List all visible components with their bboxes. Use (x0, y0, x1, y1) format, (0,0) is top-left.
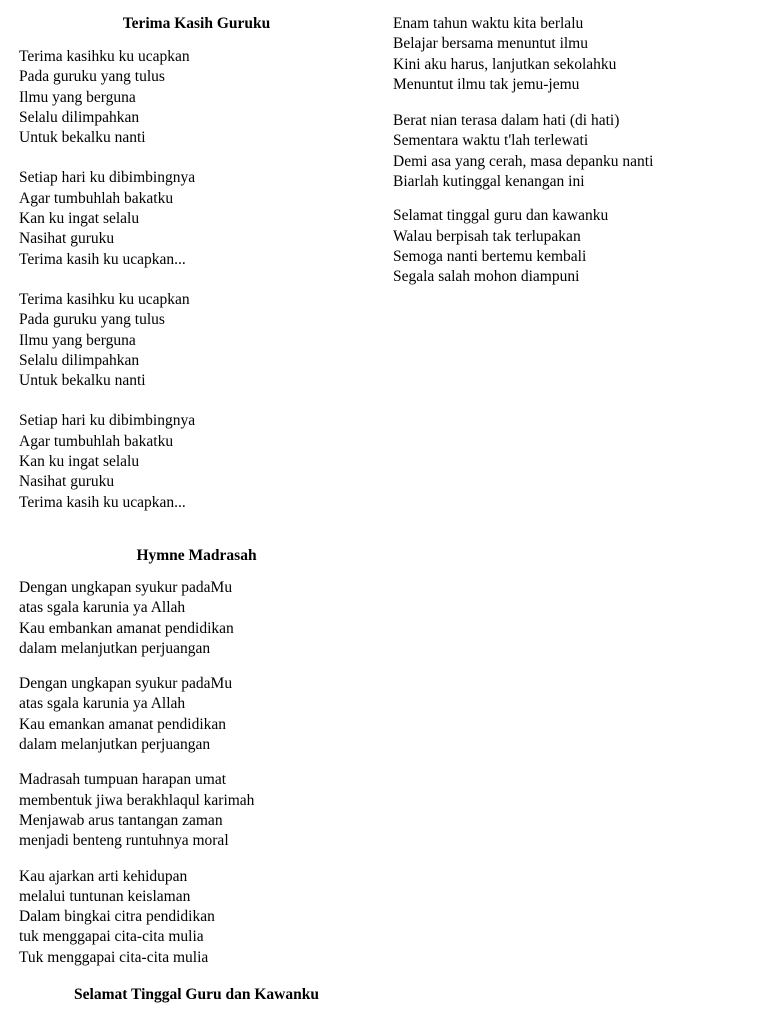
song-terima-kasih-guruku (19, 14, 374, 513)
lyric-line: Terima kasihku ku ucapkan (19, 48, 190, 65)
stanza (19, 674, 374, 755)
stanza (19, 290, 374, 391)
lyric-line: Kau embankan amanat pendidikan (19, 619, 234, 637)
lyric-line: Menuntut ilmu tak jemu-jemu (393, 75, 580, 93)
lyric-line: Berat nian terasa dalam hati (di hati) (393, 112, 620, 130)
lyric-line: Pada guruku yang tulus (19, 68, 165, 86)
lyric-line: Agar tumbuhlah bakatku (19, 432, 174, 450)
lyric-line: Pada guruku yang tulus (19, 311, 165, 329)
lyric-line: Terima kasih ku ucapkan... (19, 493, 186, 511)
stanza (19, 578, 374, 659)
lyric-line: Kan ku ingat selalu (19, 210, 140, 228)
lyric-line: Setiap hari ku dibimbingnya (19, 169, 196, 187)
stanza (19, 168, 374, 269)
song-title-selamat-tinggal: Selamat Tinggal Guru dan Kawanku (74, 986, 319, 1003)
song-title: Hymne Madrasah (136, 547, 257, 564)
lyric-line: menjadi benteng runtuhnya moral (19, 832, 229, 850)
lyric-line: Nasihat guruku (19, 230, 115, 248)
lyric-line: Kan ku ingat selalu (19, 453, 140, 471)
lyric-line: Kau ajarkan arti kehidupan (19, 867, 188, 885)
lyric-line: Ilmu yang berguna (19, 331, 136, 349)
lyric-line: Selalu dilimpahkan (19, 351, 140, 369)
lyric-line: dalam melanjutkan perjuangan (19, 736, 211, 754)
lyric-line: atas sgala karunia ya Allah (19, 695, 186, 713)
lyric-line: Untuk bekalku nanti (19, 372, 146, 390)
lyric-line: Dalam bingkai citra pendidikan (19, 908, 215, 926)
lyric-line: Selamat tinggal guru dan kawanku (393, 207, 609, 225)
lyric-line: Biarlah kutinggal kenangan ini (393, 173, 585, 191)
lyric-line: Terima kasihku ku ucapkan (19, 290, 190, 308)
lyric-line: Madrasah tumpuan harapan umat (19, 771, 227, 789)
lyric-line: Dengan ungkapan syukur padaMu (19, 579, 233, 596)
lyric-line: Nasihat guruku (19, 473, 115, 491)
lyric-line: tuk menggapai cita-cita mulia (19, 928, 204, 946)
lyric-line: Enam tahun waktu kita berlalu (393, 15, 584, 32)
lyric-line: Tuk menggapai cita-cita mulia (19, 948, 209, 966)
lyric-line: Segala salah mohon diampuni (393, 268, 580, 286)
stanza (19, 867, 374, 968)
lyric-line: Setiap hari ku dibimbingnya (19, 412, 196, 430)
lyric-line: Terima kasih ku ucapkan... (19, 250, 186, 268)
lyric-line: melalui tuntunan keislaman (19, 887, 191, 905)
stanza (393, 206, 753, 287)
lyric-line: Menjawab arus tantangan zaman (19, 811, 223, 829)
lyric-line: membentuk jiwa berakhlaqul karimah (19, 791, 255, 809)
lyric-line: Kau emankan amanat pendidikan (19, 715, 227, 733)
lyric-line: Dengan ungkapan syukur padaMu (19, 675, 233, 693)
lyric-line: Walau berpisah tak terlupakan (393, 227, 581, 245)
lyric-line: Ilmu yang berguna (19, 88, 136, 106)
lyric-line: dalam melanjutkan perjuangan (19, 639, 211, 657)
lyric-line: Belajar bersama menuntut ilmu (393, 35, 588, 53)
song-selamat-tinggal-lyrics (393, 14, 753, 288)
stanza (19, 47, 374, 148)
song-title: Terima Kasih Guruku (122, 15, 271, 32)
lyric-line: Kini aku harus, lanjutkan sekolahku (393, 55, 617, 73)
stanza (19, 770, 374, 851)
song-hymne-madrasah (19, 546, 374, 968)
lyric-line: Agar tumbuhlah bakatku (19, 189, 174, 207)
lyric-line: Selalu dilimpahkan (19, 108, 140, 126)
lyric-line: Sementara waktu t'lah terlewati (393, 132, 589, 150)
lyric-line: Semoga nanti bertemu kembali (393, 247, 587, 265)
lyric-line: atas sgala karunia ya Allah (19, 599, 186, 617)
stanza (393, 14, 753, 95)
lyric-line: Untuk bekalku nanti (19, 129, 146, 147)
stanza (19, 411, 374, 512)
stanza (393, 111, 753, 192)
lyric-line: Demi asa yang cerah, masa depanku nanti (393, 152, 654, 170)
